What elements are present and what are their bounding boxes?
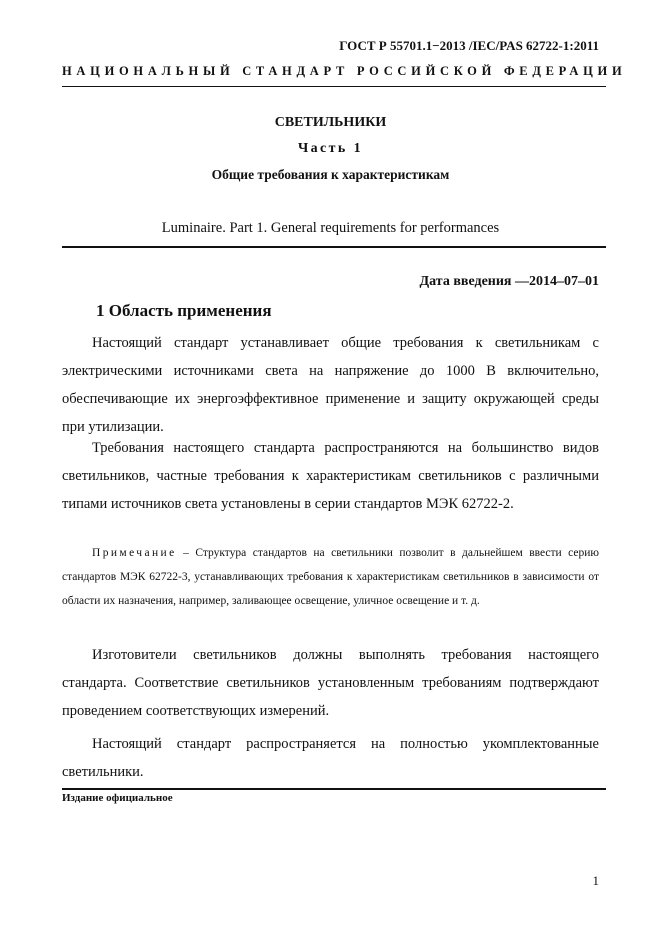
paragraph: Изготовители светильников должны выполнять требования настоящего стандарта. Соответствие светильников установленным требованиям подтверждают проведением соответствующих измерений.	[62, 647, 599, 719]
section-heading: 1 Область применения	[96, 301, 272, 320]
document-subtitle: Общие требования к характеристикам	[211, 167, 450, 182]
part-label: Часть 1	[297, 141, 364, 156]
introduction-date: Дата введения —2014–07–01	[419, 274, 599, 289]
english-title: Luminaire. Part 1. General requirements for performances	[161, 220, 500, 236]
paragraph: Требования настоящего стандарта распространяются на большинство видов светильников, частные требования к характеристикам светильников с различными типами источников света установлены в серии стандартов МЭК 62722-2.	[62, 440, 599, 512]
document-code: ГОСТ Р 55701.1−2013 /IEC/PAS 62722-1:2011	[339, 38, 599, 53]
note-label: Примечание	[92, 547, 177, 559]
national-standard-caption: НАЦИОНАЛЬНЫЙ СТАНДАРТ РОССИЙСКОЙ ФЕДЕРАЦИИ	[62, 64, 627, 78]
note	[62, 541, 599, 613]
page-number: 1	[592, 873, 599, 888]
note-text: – Структура стандартов на светильники позволит в дальнейшем ввести серию стандартов МЭК 62722-3, устанавливающих требования к характеристикам светильников в зависимости от области их назначения, например, заливающее освещение, уличное освещение и т. д.	[62, 547, 599, 607]
paragraph: Настоящий стандарт устанавливает общие требования к светильникам с электрическими источниками света на напряжение до 1000 В включительно, обеспечивающие их энергоэффективное применение и защиту окружающей среды при утилизации.	[62, 335, 599, 435]
edition-label: Издание официальное	[62, 792, 173, 804]
header-divider	[62, 86, 606, 87]
title-divider	[62, 246, 606, 248]
document-title: СВЕТИЛЬНИКИ	[274, 115, 387, 130]
paragraph: Настоящий стандарт распространяется на полностью укомплектованные светильники.	[62, 736, 599, 780]
footer-divider	[62, 788, 606, 790]
